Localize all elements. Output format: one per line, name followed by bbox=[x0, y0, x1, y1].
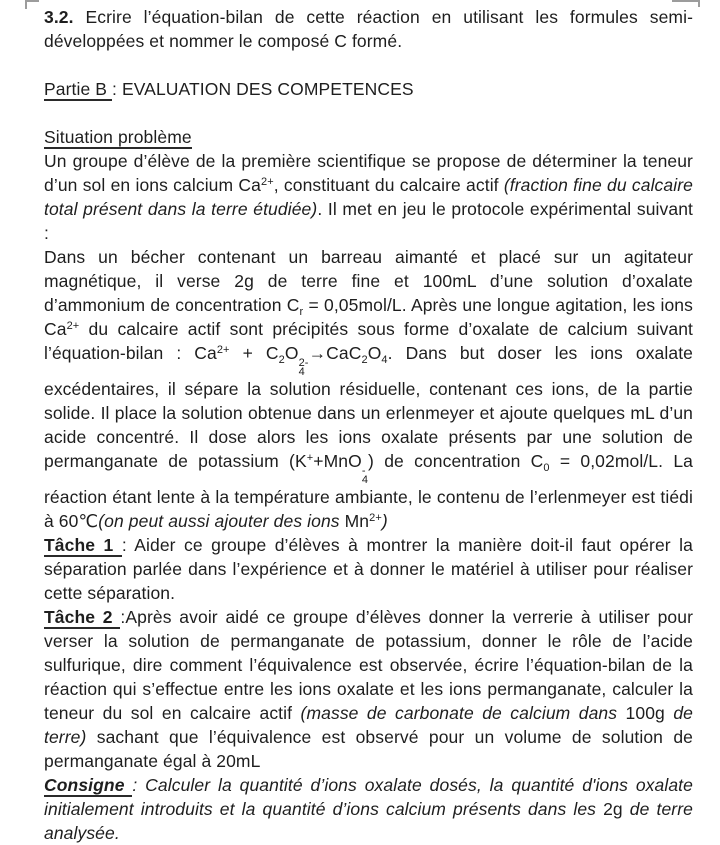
tache-2-label: Tâche 2 bbox=[44, 607, 121, 627]
text-run: 2+ bbox=[369, 512, 382, 524]
text-run: r bbox=[299, 306, 304, 318]
situation-label: Situation problème bbox=[44, 127, 192, 147]
text-run: . Il met en jeu le protocole expérimental suivant : bbox=[44, 199, 693, 243]
text-run: : EVALUATION DES COMPETENCES bbox=[112, 79, 414, 99]
tache-2-paragraph bbox=[44, 605, 693, 773]
text-run: O bbox=[367, 343, 382, 363]
text-run: 2+ bbox=[66, 320, 80, 332]
text-run: : Aider ce groupe d’élèves à montrer la manière doit-il faut opérer la séparation parlée dans l’expérience et à donner le matériel à utiliser pour réaliser cette séparation. bbox=[44, 535, 693, 603]
text-run: Mn bbox=[344, 511, 370, 531]
text-run: +MnO bbox=[313, 451, 362, 471]
text-run: (masse de carbonate de calcium dans bbox=[300, 703, 626, 723]
situation-intro-paragraph bbox=[44, 149, 693, 245]
text-run: 2 bbox=[278, 354, 285, 366]
text-run: du calcaire actif sont précipités sous forme d’oxalate de calcium suivant l’équation-bilan : Ca bbox=[44, 319, 693, 363]
text-run: , constituant du calcaire actif bbox=[273, 175, 504, 195]
text-run: O bbox=[284, 343, 299, 363]
partie-b-heading bbox=[44, 77, 693, 101]
text-run: de terre analysée. bbox=[44, 799, 693, 843]
tache-1-label: Tâche 1 bbox=[44, 535, 122, 555]
text-run: 0 bbox=[543, 462, 550, 474]
text-run: = 0,05mol/L. Après une longue agitation, les ions Ca bbox=[44, 295, 693, 339]
cropped-element-fragment-left bbox=[25, 0, 39, 9]
text-run: . Dans but doser les ions oxalate excédentaires, il sépare la solution résiduelle, contenant ces ions, de la partie solide. Il place la solution obtenue dans un erlenmeyer et ajoute quelques mL d’un acide concentré. Il dose alors les ions oxalate présents par une solution de permanganate de potassium (K bbox=[44, 343, 694, 471]
text-run: Un groupe d’élève de la première scientifique se propose de déterminer la teneur d’un sol en ions calcium Ca bbox=[44, 151, 693, 195]
text-run: ) bbox=[381, 511, 388, 531]
text-run: (on peut aussi ajouter des ions bbox=[98, 511, 345, 531]
text-run: 100g bbox=[625, 703, 674, 723]
consigne-paragraph bbox=[44, 773, 693, 845]
consigne-label: Consigne bbox=[44, 775, 133, 795]
tache-1-paragraph bbox=[44, 533, 693, 605]
protocole-paragraph bbox=[44, 245, 693, 533]
text-run: 2g bbox=[603, 799, 630, 819]
text-run: :Après avoir aidé ce groupe d’élèves donner la verrerie à utiliser pour verser la solution de permanganate de potassium, donner le rôle de l’acide sulfurique, dire comment l’équivalence est observée, écrire l’équation-bilan de la réaction qui s’effectue entre les ions oxalate et les ions permanganate, calculer la teneur du sol en calcaire actif bbox=[44, 607, 693, 723]
text-run: de terre) bbox=[44, 703, 693, 747]
question-3-2 bbox=[44, 5, 693, 53]
permanganate-charge-stack: - 4 bbox=[361, 465, 369, 486]
text-run: = 0,02mol/L. La réaction étant lente à la température ambiante, le contenu de l’erlenmeyer est tiédi à 60℃ bbox=[44, 451, 693, 531]
situation-probleme-heading bbox=[44, 125, 693, 149]
partie-b-label: Partie B bbox=[44, 79, 113, 99]
question-number: 3.2. bbox=[44, 7, 74, 27]
text-run: →CaC bbox=[308, 343, 362, 363]
text-run: 2 bbox=[361, 354, 368, 366]
text-run: sachant que l’équivalence est observé pour un volume de solution de permanganate égal à 20mL bbox=[44, 727, 693, 771]
text-run: Calculer la quantité d’ions oxalate dosés, la quantité d'ions oxalate initialement introduits et la quantité d’ions calcium présents dans les bbox=[44, 775, 693, 819]
text-run: : bbox=[132, 775, 146, 795]
text-run: (fraction fine du calcaire total présent dans la terre étudiée) bbox=[44, 175, 693, 219]
text-run: Ecrire l’équation-bilan de cette réaction en utilisant les formules semi-développées et nommer le composé C formé. bbox=[44, 7, 693, 51]
oxalate-charge-stack: 2- 4 bbox=[298, 357, 309, 378]
text-run: 2+ bbox=[260, 176, 274, 188]
text-run: 4 bbox=[381, 354, 388, 366]
text-run: 2+ bbox=[216, 344, 230, 356]
text-run: + bbox=[306, 452, 314, 464]
text-run: Dans un bécher contenant un barreau aimanté et placé sur un agitateur magnétique, il verse 2g de terre fine et 100mL d’une solution d’oxalate d’ammonium de concentration C bbox=[44, 247, 693, 315]
text-run: ) de concentration C bbox=[368, 451, 544, 471]
text-run: + C bbox=[229, 343, 279, 363]
cropped-element-fragment-right bbox=[672, 0, 700, 7]
